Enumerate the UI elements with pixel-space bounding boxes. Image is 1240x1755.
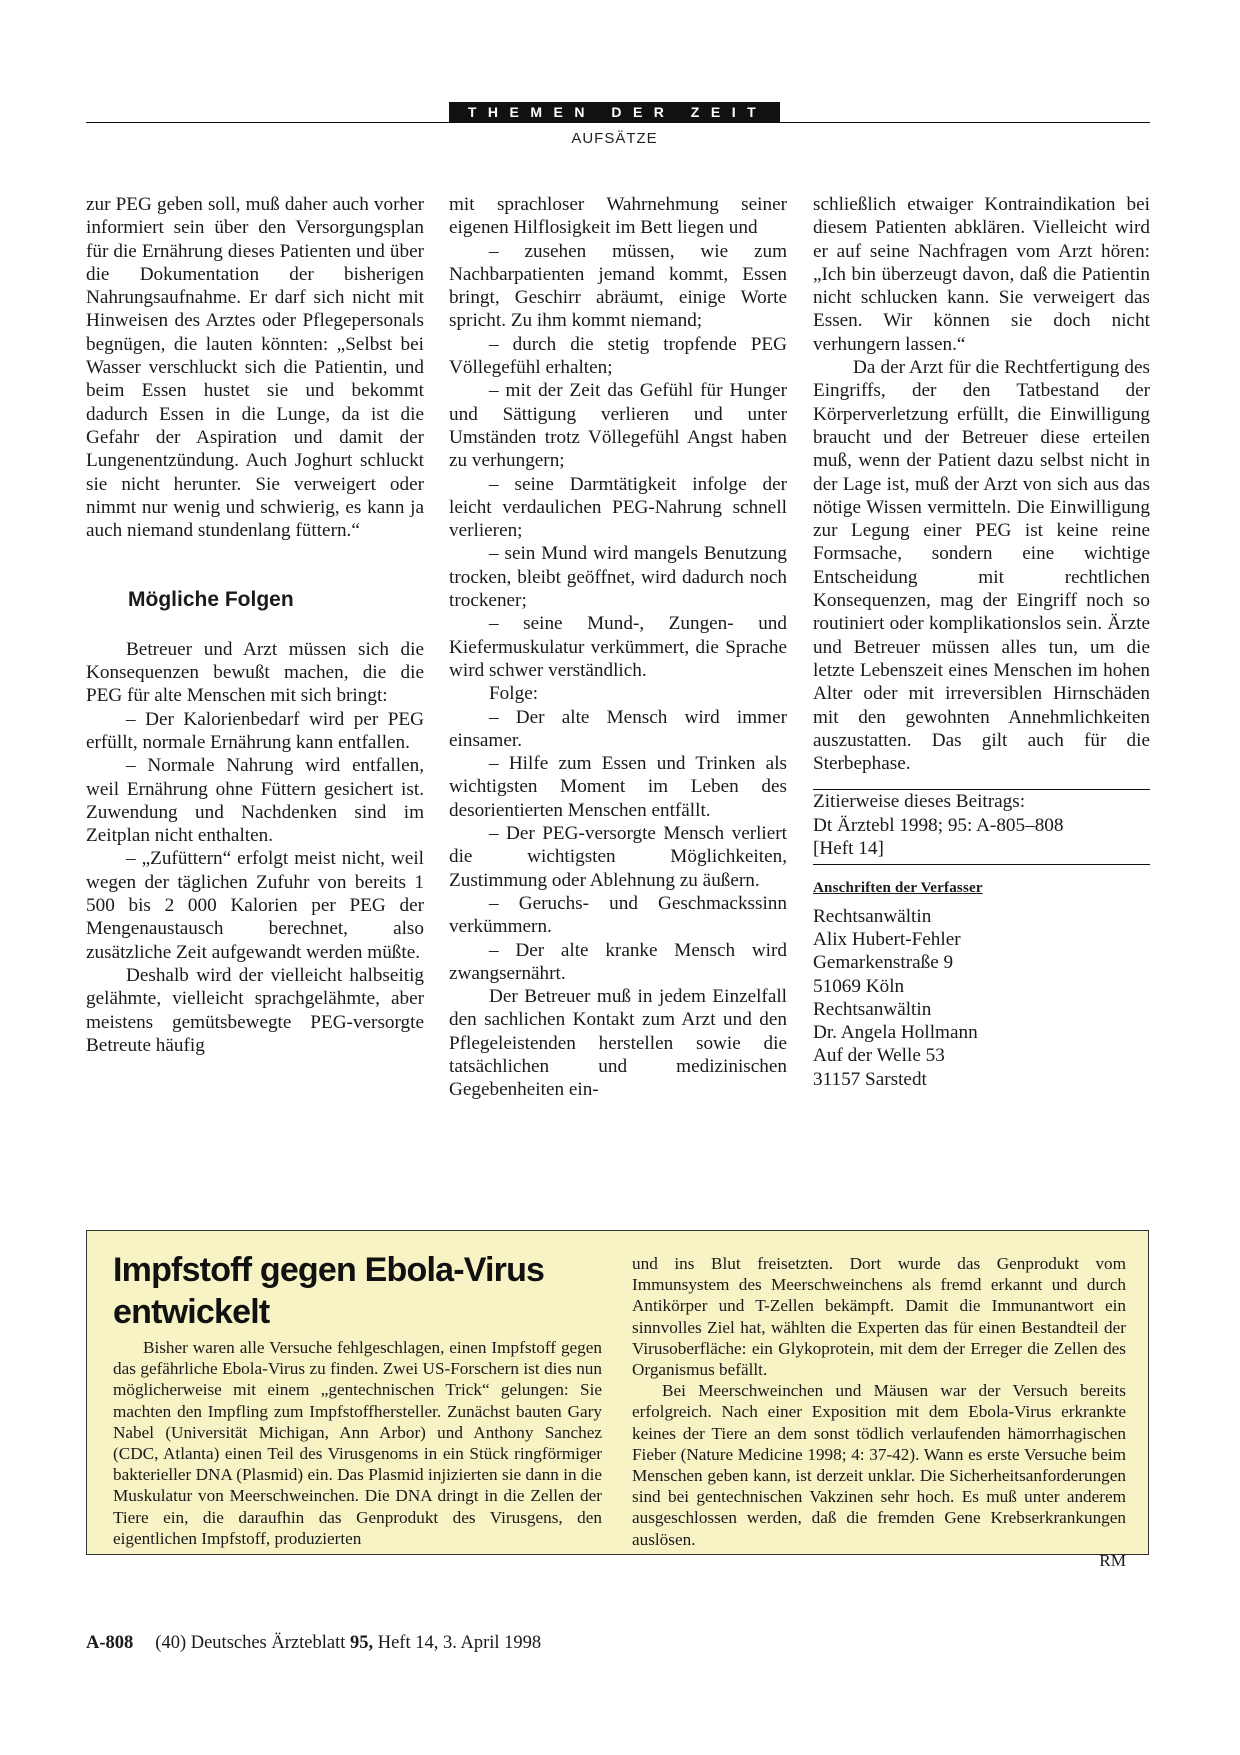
article-column-2 (449, 193, 787, 1102)
list-item: – Der PEG-versorgte Mensch verliert die wichtigsten Möglichkeiten, Zustimmung oder Ablehnung zu äußern. (449, 823, 787, 891)
list-item: – Der alte Mensch wird immer einsamer. (449, 706, 787, 751)
paragraph: Bei Meerschweinchen und Mäusen war der Versuch bereits erfolgreich. Nach einer Exposition mit dem Ebola-Virus erkrankte keines der Tiere an dem sonst tödlich verlaufenden hämorrhagischen Fieber (Nature Medicine 1998; 4: 37-42). Wann es erste Versuche beim Menschen geben kann, ist derzeit unklar. Die Sicherheitsanforderungen sind bei gentechnischen Vakzinen sehr hoch. Es muß unter anderem ausgeschlossen werden, daß die fremden Gene Krebserkrankungen auslösen. (632, 1381, 1126, 1549)
page-number: A-808 (86, 1633, 134, 1653)
paragraph: Folge: (489, 683, 539, 705)
address-line: Rechtsanwältin (813, 905, 932, 927)
section-subtitle: AUFSÄTZE (571, 130, 658, 147)
list-item: – mit der Zeit das Gefühl für Hunger und Sättigung verlieren und unter Umständen trotz Völlegefühl Angst haben zu verhungern; (449, 380, 787, 472)
address-line: Dr. Angela Hollmann (813, 1022, 978, 1044)
author-signature: RM (1099, 1550, 1126, 1570)
list-item: – „Zufüttern“ erfolgt meist nicht, weil wegen der täglichen Zufuhr von bereits 1 500 bis 2 000 Kalorien per PEG der Mengenaustausch berechnet, also zusätzliche Zeit aufgewandt werden müßte. (86, 848, 424, 963)
paragraph: Der Betreuer muß in jedem Einzelfall den sachlichen Kontakt zum Arzt und den Pflegeleistenden herstellen sowie die tatsächlichen und medizinischen Gegebenheiten ein- (449, 986, 787, 1101)
news-box-column-1 (113, 1337, 602, 1549)
paragraph: Bisher waren alle Versuche fehlgeschlagen, einen Impfstoff gegen das gefährliche Ebola-Virus zu finden. Zwei US-Forschern ist dies nun möglicherweise mit einem „gentechnischen Trick“ gelungen: Sie machten den Impfling zum Impfstoffhersteller. Zunächst bauten Gary Nabel (Universität Michigan, Ann Arbor) und Anthony Sanchez (CDC, Atlanta) einen Teil des Virusgenoms in ein Stück ringförmiger bakterieller DNA (Plasmid) ein. Das Plasmid injizierten sie dann in die Muskulatur von Meerschweinchen. Die DNA dringt in die Zellen der Tiere ein, die daraufhin das Genprodukt des Virusgens, den eigentlichen Impfstoff, produzierten (113, 1338, 602, 1548)
list-item: – Normale Nahrung wird entfallen, weil Ernährung ohne Füttern gesichert ist. Zuwendung und Nachdenken sind im Zeitplan nicht enthalten. (86, 755, 424, 847)
address-line: Rechtsanwältin (813, 998, 932, 1020)
paragraph: schließlich etwaiger Kontraindikation bei diesem Patienten abklären. Vielleicht wird er auf seine Nachfragen vom Arzt hören: „Ich bin überzeugt davon, daß die Patientin nicht schlucken kann. Sie verweigert das Essen. Wir können sie doch nicht verhungern lassen.“ (813, 194, 1150, 355)
news-box-title: Impfstoff gegen Ebola-Virus entwickelt (113, 1251, 545, 1331)
address-block (813, 905, 1150, 1091)
citation-line: Zitierweise dieses Beitrags: (813, 791, 1026, 813)
address-line: 51069 Köln (813, 975, 905, 997)
header-rule (86, 122, 1150, 123)
paragraph: Betreuer und Arzt müssen sich die Konsequenzen bewußt machen, die die PEG für alte Menschen mit sich bringt: (86, 638, 424, 707)
page-footer (86, 1633, 541, 1654)
address-line: Gemarkenstraße 9 (813, 952, 954, 974)
paragraph: zur PEG geben soll, muß daher auch vorher informiert sein über den Versorgungsplan für die Ernährung dieses Patienten und über die Dokumentation der bisherigen Nahrungsaufnahme. Er darf sich nicht mit Hinweisen des Arztes oder Pflegepersonals begnügen, die lauten könnten: „Selbst bei Wasser verschluckt sich die Patientin, und beim Essen hustet sie und bekommt dadurch Essen in die Lunge, da ist die Gefahr der Aspiration und damit der Lungenentzündung. Auch Joghurt schluckt sie nicht herunter. Sie verweigert oder nimmt nur wenig und schwierig, es kann ja auch niemand stundenlang füttern.“ (86, 194, 424, 542)
news-box (86, 1230, 1149, 1570)
subheading: Mögliche Folgen (128, 588, 294, 612)
list-item: – Der alte kranke Mensch wird zwangsernährt. (449, 939, 787, 984)
address-heading: Anschriften der Verfasser (813, 880, 983, 897)
address-line: 31157 Sarstedt (813, 1068, 927, 1090)
news-box-column-2 (632, 1253, 1126, 1571)
list-item: – zusehen müssen, wie zum Nachbarpatienten jemand kommt, Essen bringt, Geschirr abräumt, einige Worte spricht. Zu ihm kommt niemand; (449, 240, 787, 332)
paragraph: Deshalb wird der vielleicht halbseitig gelähmte, vielleicht sprachgelähmte, aber meistens gemütsbewegte PEG-versorgte Betreute häufig (86, 964, 424, 1056)
paragraph: Da der Arzt für die Rechtfertigung des Eingriffs, der den Tatbestand der Körperverletzung erfüllt, die Einwilligung braucht und der Betreuer diese erteilen muß, wenn der Patient dazu selbst nicht in der Lage ist, muß der Arzt von sich aus das nötige Wissen vermitteln. Die Einwilligung zur Legung einer PEG ist keine reine Formsache, sondern eine wichtige Entscheidung mit rechtlichen Konsequenzen, mag der Eingriff noch so routiniert oder komplikationslos sein. Ärzte und Betreuer müssen alles tun, um die letzte Lebenszeit eines Menschen im hohen Alter oder mit irreversiblen Hirnschäden mit den gewohnten Annehmlichkeiten auszustatten. Das gilt auch für die Sterbephase. (813, 357, 1150, 775)
section-rubric: THEMEN DER ZEIT (449, 102, 780, 122)
citation-line: [Heft 14] (813, 838, 884, 860)
citation-line: Dt Ärztebl 1998; 95: A-805–808 (813, 814, 1064, 836)
list-item: – Der Kalorienbedarf wird per PEG erfüllt, normale Ernährung kann entfallen. (86, 708, 424, 753)
list-item: – sein Mund wird mangels Benutzung trocken, bleibt geöffnet, wird dadurch noch trockener; (449, 543, 787, 612)
volume-number: 95, (349, 1633, 374, 1653)
list-item: – seine Mund-, Zungen- und Kiefermuskulatur verkümmert, die Sprache wird schwer verständlich. (449, 613, 787, 681)
article-column-3 (813, 193, 1150, 1091)
issue-date: Heft 14, 3. April 1998 (377, 1633, 542, 1653)
paragraph: und ins Blut freisetzten. Dort wurde das Genprodukt vom Immunsystem des Meerschweinchens als fremd erkannt und durch Antikörper und T-Zellen bekämpft. Damit die Immunantwort ein sinnvolles Ziel hat, wählten die Experten das für einen Bestandteil der Virusoberfläche: ein Glykoprotein, mit dem der Erreger die Zellen des Organismus befällt. (632, 1254, 1126, 1380)
address-rule (813, 864, 1150, 865)
journal-name: (40) Deutsches Ärzteblatt (155, 1633, 346, 1653)
article-column-1 (86, 193, 424, 1057)
address-line: Alix Hubert-Fehler (813, 928, 961, 950)
list-item: – Geruchs- und Geschmackssinn verkümmern. (449, 892, 787, 938)
paragraph: mit sprachloser Wahrnehmung seiner eigenen Hilflosigkeit im Bett liegen und (449, 194, 787, 239)
list-item: – seine Darmtätigkeit infolge der leicht verdaulichen PEG-Nahrung schnell verlieren; (449, 473, 787, 542)
list-item: – Hilfe zum Essen und Trinken als wichtigsten Moment im Leben des desorientierten Menschen entfällt. (449, 753, 787, 821)
address-line: Auf der Welle 53 (813, 1045, 945, 1067)
citation-block (813, 789, 1150, 860)
list-item: – durch die stetig tropfende PEG Völlegefühl erhalten; (449, 333, 787, 379)
